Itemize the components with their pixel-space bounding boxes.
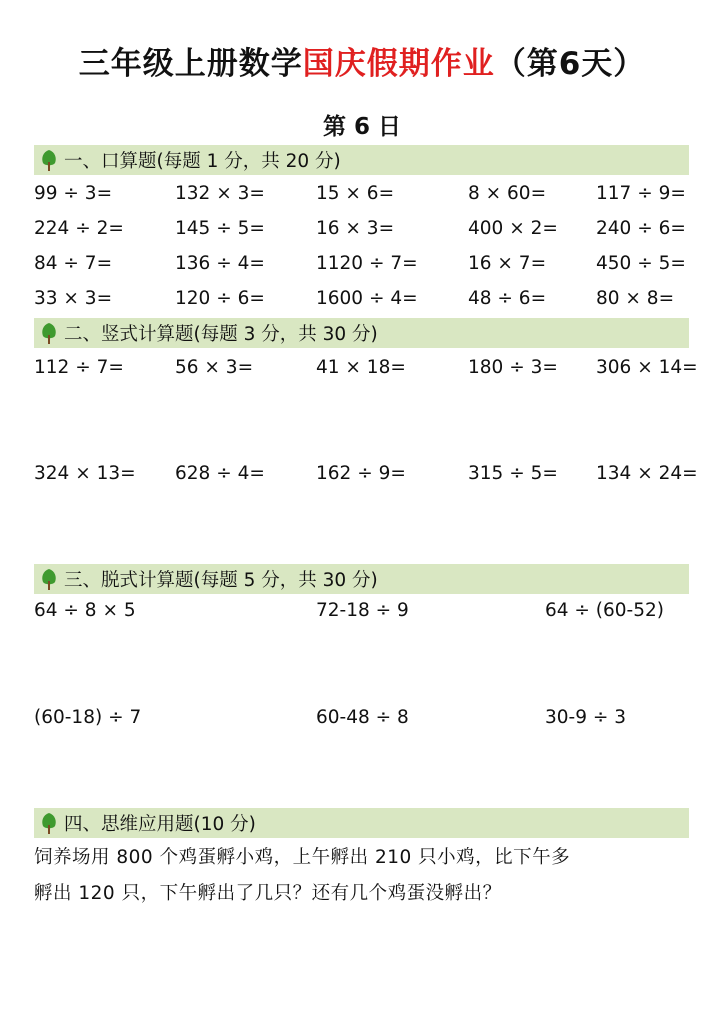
oral-problem: 33 × 3= [34, 288, 113, 309]
oral-problem: 16 × 7= [468, 253, 547, 274]
section-header-vertical [34, 318, 689, 348]
section-title: 二、竖式计算题(每题 3 分，共 30 分) [64, 324, 378, 345]
stepwise-problem: 64 ÷ 8 × 5 [34, 600, 136, 621]
page-subtitle: 第 6 日 [322, 114, 402, 140]
section-header-stepwise [34, 564, 689, 594]
vertical-problem: 180 ÷ 3= [468, 357, 558, 378]
vertical-problem: 315 ÷ 5= [468, 463, 558, 484]
oral-problem: 16 × 3= [316, 218, 395, 239]
title-main: 三年级上册数学 [78, 46, 303, 82]
section-header-word-problem [34, 808, 689, 838]
section-title: 一、口算题(每题 1 分，共 20 分) [64, 151, 341, 172]
vertical-problem: 324 × 13= [34, 463, 136, 484]
oral-problem: 8 × 60= [468, 183, 547, 204]
page-title [0, 38, 724, 83]
oral-problem: 48 ÷ 6= [468, 288, 547, 309]
word-problem-line: 孵出 120 只，下午孵出了几只？还有几个鸡蛋没孵出？ [34, 883, 502, 904]
stepwise-problem: 30-9 ÷ 3 [545, 707, 627, 728]
section-header-oral [34, 145, 689, 175]
vertical-problem: 56 × 3= [175, 357, 254, 378]
stepwise-problem: 64 ÷ (60-52) [545, 600, 664, 621]
section-title: 三、脱式计算题(每题 5 分，共 30 分) [64, 570, 378, 591]
oral-problem: 224 ÷ 2= [34, 218, 124, 239]
tree-icon [38, 567, 60, 591]
stepwise-problem: 60-48 ÷ 8 [316, 707, 409, 728]
tree-icon [38, 321, 60, 345]
vertical-problem: 41 × 18= [316, 357, 406, 378]
stepwise-problem: (60-18) ÷ 7 [34, 707, 142, 728]
oral-problem: 136 ÷ 4= [175, 253, 265, 274]
title-day: （第6天） [494, 46, 646, 82]
oral-problem: 240 ÷ 6= [596, 218, 686, 239]
stepwise-problem: 72-18 ÷ 9 [316, 600, 409, 621]
title-highlight: 国庆假期作业 [302, 46, 495, 82]
oral-problem: 400 × 2= [468, 218, 558, 239]
oral-problem: 15 × 6= [316, 183, 395, 204]
oral-problem: 80 × 8= [596, 288, 675, 309]
oral-problem: 132 × 3= [175, 183, 265, 204]
section-title: 四、思维应用题(10 分) [64, 814, 256, 835]
oral-problem: 99 ÷ 3= [34, 183, 113, 204]
oral-problem: 1120 ÷ 7= [316, 253, 418, 274]
oral-problem: 117 ÷ 9= [596, 183, 686, 204]
oral-problem: 145 ÷ 5= [175, 218, 265, 239]
tree-icon [38, 148, 60, 172]
tree-icon [38, 811, 60, 835]
oral-problem: 84 ÷ 7= [34, 253, 113, 274]
word-problem-line: 饲养场用 800 个鸡蛋孵小鸡，上午孵出 210 只小鸡，比下午多 [34, 847, 571, 868]
oral-problem: 450 ÷ 5= [596, 253, 686, 274]
vertical-problem: 306 × 14= [596, 357, 698, 378]
oral-problem: 120 ÷ 6= [175, 288, 265, 309]
vertical-problem: 112 ÷ 7= [34, 357, 124, 378]
vertical-problem: 628 ÷ 4= [175, 463, 265, 484]
vertical-problem: 162 ÷ 9= [316, 463, 406, 484]
oral-problem: 1600 ÷ 4= [316, 288, 418, 309]
vertical-problem: 134 × 24= [596, 463, 698, 484]
